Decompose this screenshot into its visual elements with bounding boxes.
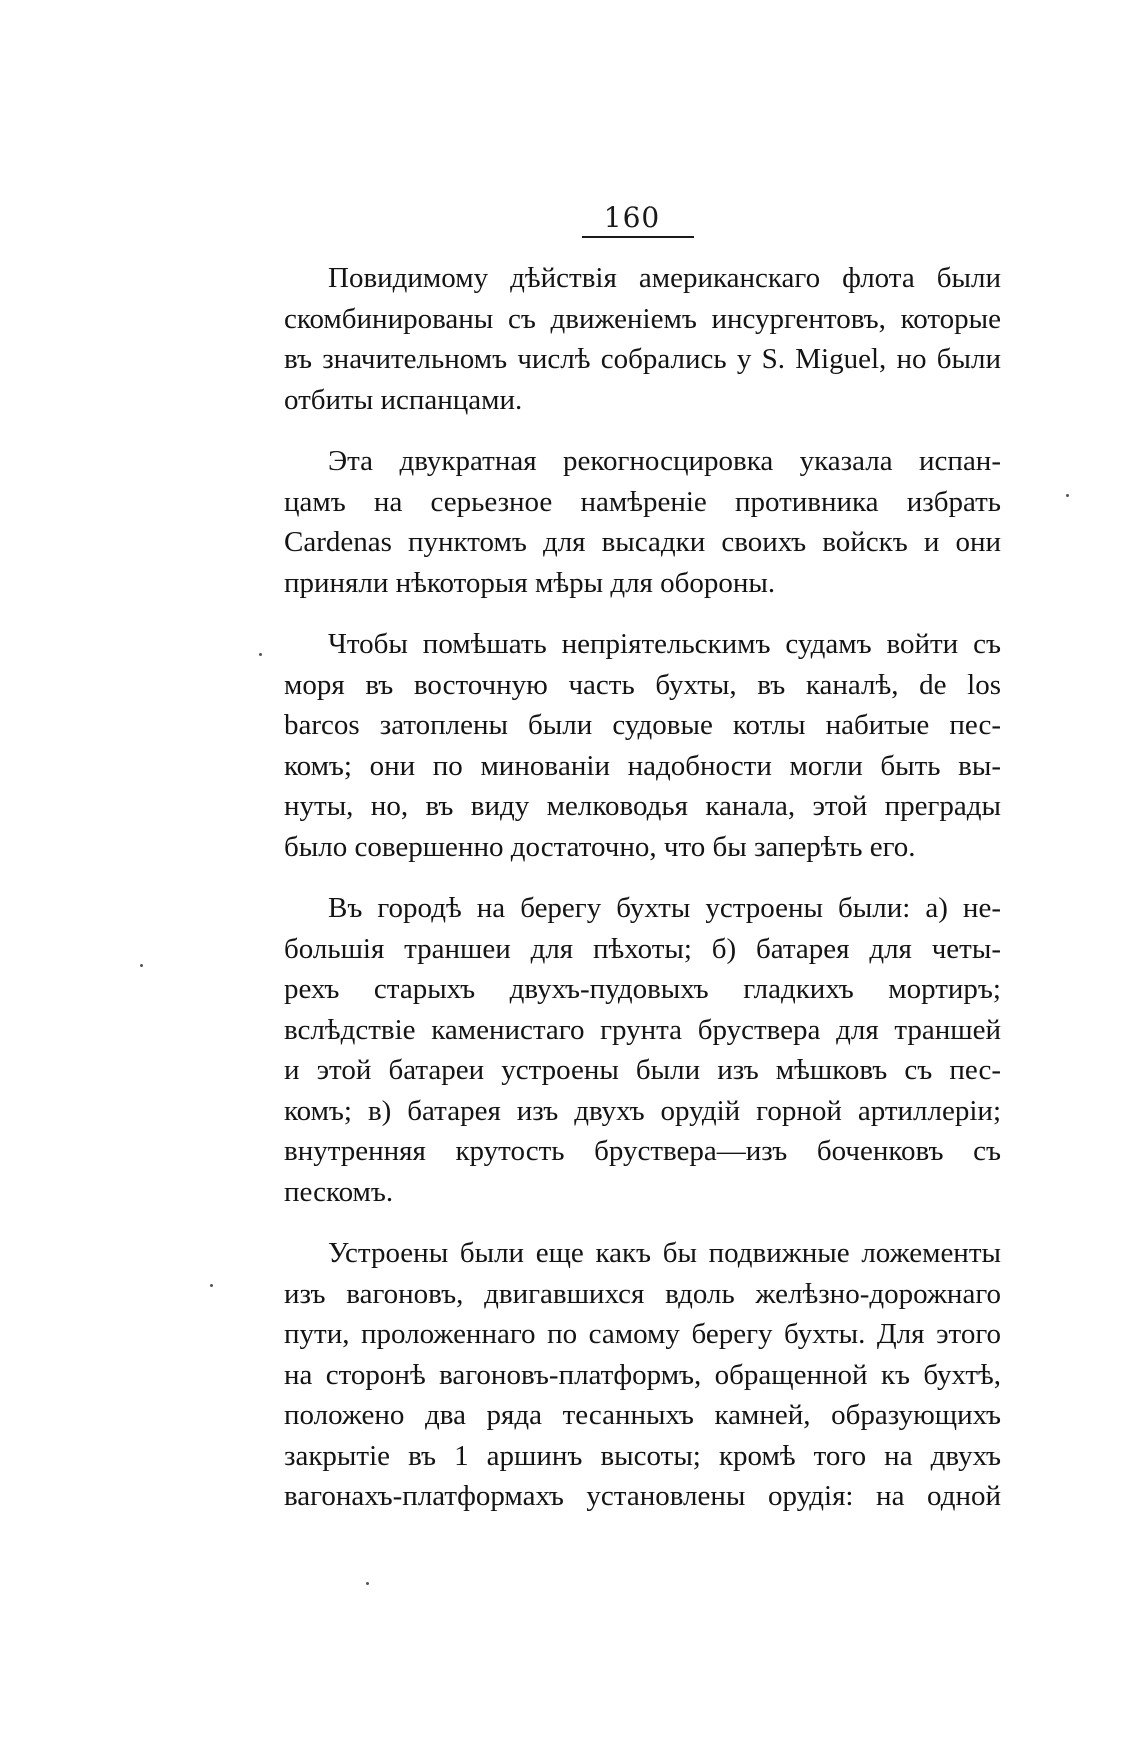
text-line: вагонахъ-платформахъ установлены орудія: на одной [284, 1480, 1001, 1512]
paragraph-1 [284, 258, 1001, 420]
text-line: комъ; они по миновaніи надобности могли быть вы- [284, 749, 1001, 782]
text-line: положено два ряда тесанныхъ камней, образующихъ [284, 1399, 1001, 1431]
text-line: Въ городѣ на берегу бухты устроены были: а) не- [328, 892, 1001, 924]
paragraph-5 [284, 1233, 1001, 1517]
text-line: было совершенно достаточно, что бы заперѣть его. [284, 830, 916, 863]
text-line: Устроены были еще какъ бы подвижные ложементы [328, 1237, 1001, 1269]
text-line: большія траншеи для пѣхоты; б) батарея для четы- [284, 932, 1001, 965]
text-line: скомбинированы съ движеніемъ инсургентовъ, которые [284, 302, 1001, 335]
text-line: моря въ восточную часть бухты, въ каналѣ, de los [284, 668, 1001, 701]
text-line: отбиты испанцами. [284, 383, 523, 416]
text-line: цамъ на серьезное намѣреніе противника избрать [284, 485, 1001, 518]
text-line: пескомъ. [284, 1175, 394, 1208]
text-line: закрытіе въ 1 аршинъ высоты; кромѣ того на двухъ [284, 1439, 1001, 1472]
scan-speck [259, 653, 262, 656]
scan-speck [140, 964, 143, 967]
paragraph-3 [284, 624, 1001, 867]
text-line: комъ; в) батарея изъ двухъ орудій горной артиллеріи; [284, 1094, 1001, 1127]
paragraph-4 [284, 888, 1001, 1212]
text-line: Повидимому дѣйствія американскаго флота были [328, 262, 1001, 294]
paragraph-2 [284, 441, 1001, 603]
scan-speck [210, 1284, 213, 1287]
text-line: Эта двукратная рекогносцировка указала испан- [328, 445, 1001, 477]
text-line: вслѣдствіе каменистаго грунта бруствера для траншей [284, 1013, 1001, 1046]
text-line: приняли нѣкоторыя мѣры для обороны. [284, 566, 776, 599]
page-number-rule [582, 236, 694, 238]
text-line: внутренняя крутость бруствера—изъ боченковъ съ [284, 1135, 1001, 1167]
text-line: barcos затоплены были судовые котлы набитые пес- [284, 709, 1001, 741]
text-line: нуты, но, въ виду мелководья канала, этой преграды [284, 790, 1001, 822]
text-line: на сторонѣ вагоновъ-платформъ, обращенной къ бухтѣ, [284, 1358, 1001, 1391]
scan-speck [1066, 494, 1069, 497]
text-line: въ значительномъ числѣ собрались у S. Miguel, но были [284, 343, 1001, 375]
body-text [284, 258, 1001, 1538]
text-line: и этой батареи устроены были изъ мѣшковъ съ пес- [284, 1054, 1001, 1086]
page-number: 160 [603, 201, 661, 234]
text-line: рехъ старыхъ двухъ-пудовыхъ гладкихъ мортиръ; [284, 973, 1001, 1005]
text-line: изъ вагоновъ, двигавшихся вдоль желѣзно-дорожнаго [284, 1277, 1001, 1310]
scan-speck [366, 1582, 369, 1585]
text-line: Cardenas пунктомъ для высадки своихъ войскъ и они [284, 526, 1001, 558]
text-line: пути, проложеннаго по самому берегу бухты. Для этого [284, 1318, 1001, 1350]
text-line: Чтобы помѣшать непріятельскимъ судамъ войти съ [328, 628, 1001, 660]
